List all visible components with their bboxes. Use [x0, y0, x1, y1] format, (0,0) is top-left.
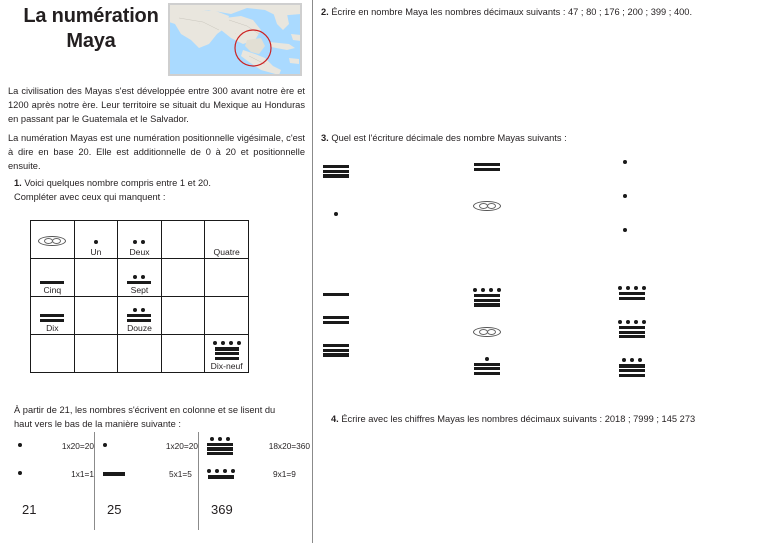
maya-bar-icon: [127, 281, 151, 284]
cell-label: Quatre: [213, 247, 240, 257]
shell-zero-icon: [473, 327, 501, 337]
maya-dot-icon: [133, 275, 137, 279]
maya-digit: [623, 160, 627, 166]
maya-numeral: [38, 236, 66, 246]
maya-numeral: [94, 240, 98, 246]
title-line-1: La numération: [23, 5, 159, 27]
cell-label: Un: [90, 247, 102, 257]
shell-zero-icon: [473, 201, 501, 211]
maya-bars: [323, 344, 349, 357]
cell-glyph: [120, 348, 159, 360]
maya-number[interactable]: [623, 160, 627, 234]
maya-dot-icon: [626, 286, 630, 290]
maya-dots: [623, 194, 627, 198]
maya-number[interactable]: [323, 165, 349, 218]
positional-note-line-1: À partir de 21, les nombres s'écrivent en colonne et se lisent du: [14, 405, 276, 415]
maya-bar-icon: [208, 475, 234, 478]
maya-bar-icon: [619, 335, 645, 338]
maya-digit: [323, 293, 349, 296]
cell-glyph: [207, 272, 246, 284]
cell-glyph: [33, 310, 72, 322]
maya-numeral: [18, 443, 22, 449]
maya-bar-icon: [207, 447, 233, 450]
example-row: [207, 432, 310, 460]
maya-dot-icon: [618, 286, 622, 290]
numbers-table-cell[interactable]: [205, 297, 249, 335]
maya-numeral: [473, 288, 501, 307]
maya-numeral: [207, 437, 233, 456]
maya-dot-icon: [215, 469, 219, 473]
maya-bar-icon: [619, 297, 645, 300]
positional-example: [198, 432, 310, 530]
cell-glyph: [207, 234, 246, 246]
title-line-2: Maya: [66, 30, 116, 52]
cell-label: [77, 361, 116, 371]
cell-label: Dix-neuf: [210, 361, 243, 371]
maya-dot-icon: [133, 240, 137, 244]
maya-digit: [619, 358, 645, 377]
example-total: 369: [211, 502, 233, 517]
maya-dot-icon: [638, 358, 642, 362]
maya-bar-icon: [40, 319, 64, 322]
maya-dot-icon: [623, 228, 627, 232]
maya-numeral: [474, 357, 500, 376]
maya-number[interactable]: [473, 288, 501, 375]
page-title: [6, 4, 176, 54]
maya-bar-icon: [474, 294, 500, 297]
question-3-prompt: [321, 131, 761, 145]
cell-label: [120, 361, 159, 371]
numbers-table-cell[interactable]: [161, 259, 205, 297]
maya-bar-icon: [474, 367, 500, 370]
maya-bar-icon: [40, 281, 64, 284]
maya-dot-icon: [618, 320, 622, 324]
maya-dot-icon: [226, 437, 230, 441]
numbers-table-body: [31, 221, 249, 373]
question-2-prompt: [321, 5, 761, 19]
cell-label: [33, 361, 72, 371]
example-total: 25: [107, 502, 122, 517]
maya-dots: [207, 469, 235, 473]
table-row: [31, 221, 249, 259]
maya-numeral: [619, 358, 645, 377]
maya-dots: [133, 275, 145, 279]
question-1-prompt: [14, 176, 304, 204]
maya-dot-icon: [626, 320, 630, 324]
question-2-text: Écrire en nombre Maya les nombres décimaux suivants : 47 ; 80 ; 176 ; 200 ; 399 ; 400.: [328, 7, 693, 17]
cell-label: Deux: [129, 247, 150, 257]
maya-bars: [323, 165, 349, 178]
cell-label: [164, 361, 203, 371]
question-1-line-2: Compléter avec ceux qui manquent :: [14, 192, 166, 202]
maya-dot-icon: [642, 286, 646, 290]
maya-numeral: [40, 314, 64, 322]
maya-digit: [474, 357, 500, 376]
maya-bars: [208, 475, 234, 478]
maya-digit: [323, 344, 349, 357]
example-row: [18, 432, 94, 460]
maya-number[interactable]: [473, 163, 501, 211]
maya-bars: [127, 314, 151, 322]
table-row: [31, 297, 249, 335]
numbers-table-cell[interactable]: [205, 259, 249, 297]
maya-dots: [213, 341, 241, 345]
maya-digit: [473, 201, 501, 211]
cell-glyph: [164, 272, 203, 284]
numbers-table-cell[interactable]: [118, 221, 162, 259]
cell-glyph: [33, 272, 72, 284]
example-total: 21: [22, 502, 37, 517]
maya-dot-icon: [133, 308, 137, 312]
maya-dot-icon: [141, 240, 145, 244]
maya-dot-icon: [623, 194, 627, 198]
question-2-number: 2.: [321, 7, 329, 17]
maya-bars: [207, 443, 233, 456]
cell-label: [207, 323, 246, 333]
maya-dot-icon: [485, 357, 489, 361]
cell-glyph: [207, 341, 246, 360]
positional-example: [10, 432, 94, 530]
cell-label: Douze: [127, 323, 152, 333]
maya-numeral: [133, 240, 145, 246]
maya-bar-icon: [474, 299, 500, 302]
cell-glyph: [77, 234, 116, 246]
cell-label: [164, 247, 203, 257]
question-4-prompt: [331, 412, 761, 426]
maya-digit: [334, 212, 338, 218]
maya-bar-icon: [323, 174, 349, 177]
maya-dots: [618, 286, 646, 290]
maya-numeral: [103, 472, 125, 475]
maya-numeral: [323, 316, 349, 324]
maya-bar-icon: [40, 314, 64, 317]
positional-note-line-2: haut vers le bas de la manière suivante :: [14, 418, 181, 429]
maya-numeral: [323, 344, 349, 357]
maya-bar-icon: [127, 314, 151, 317]
cell-label: [33, 247, 72, 257]
maya-dot-icon: [231, 469, 235, 473]
numbers-table-cell[interactable]: [31, 221, 75, 259]
maya-bar-icon: [619, 364, 645, 367]
maya-dot-icon: [141, 275, 145, 279]
cell-label: Sept: [130, 285, 149, 295]
maya-dots: [622, 358, 642, 362]
maya-bars: [40, 314, 64, 322]
maya-bar-icon: [619, 292, 645, 295]
maya-dot-icon: [497, 288, 501, 292]
maya-bar-icon: [207, 452, 233, 455]
maya-bars: [103, 472, 125, 475]
cell-glyph: [120, 272, 159, 284]
numbers-table-cell[interactable]: [118, 259, 162, 297]
maya-dots: [18, 471, 22, 475]
maya-dot-icon: [213, 341, 217, 345]
cell-label: [207, 285, 246, 295]
numbers-table[interactable]: [30, 220, 249, 373]
maya-numeral: [18, 471, 22, 477]
numbers-table-cell[interactable]: [118, 335, 162, 373]
example-label: 1x20=20: [61, 441, 94, 451]
example-row: [103, 460, 198, 488]
maya-bar-icon: [619, 326, 645, 329]
numbers-table-cell[interactable]: [161, 221, 205, 259]
maya-digit: [474, 163, 500, 171]
maya-dot-icon: [223, 469, 227, 473]
maya-bar-icon: [619, 374, 645, 377]
maya-bars: [619, 326, 645, 339]
maya-bar-icon: [323, 321, 349, 324]
example-glyph: [207, 437, 259, 456]
shell-zero-icon: [38, 236, 66, 246]
cell-label: [164, 285, 203, 295]
table-row: [31, 335, 249, 373]
maya-dot-icon: [634, 286, 638, 290]
maya-digit: [623, 228, 627, 234]
numbers-table-cell[interactable]: [74, 259, 118, 297]
question-1-line-1: Voici quelques nombre compris entre 1 et 20.: [21, 178, 211, 188]
maya-bars: [323, 316, 349, 324]
maya-dot-icon: [473, 288, 477, 292]
example-glyph: [103, 443, 156, 449]
maya-bar-icon: [323, 344, 349, 347]
maya-numeral: [623, 194, 627, 200]
maya-bars: [619, 364, 645, 377]
maya-digit: [473, 327, 501, 337]
question-3-number: 3.: [321, 133, 329, 143]
maya-numeral: [473, 327, 501, 337]
maya-dots: [94, 240, 98, 244]
cell-label: [164, 323, 203, 333]
maya-dots: [485, 357, 489, 361]
maya-dots: [334, 212, 338, 216]
intro-paragraph-2: La numération Mayas est une numération positionnelle vigésimale, c'est à dire en base 20. Elle est additionnelle de 0 à 20 et positionnelle ensuite.: [8, 133, 305, 172]
maya-dots: [210, 437, 230, 441]
maya-dot-icon: [489, 288, 493, 292]
maya-dot-icon: [622, 358, 626, 362]
maya-numeral: [127, 275, 151, 284]
maya-dots: [133, 240, 145, 244]
maya-dot-icon: [103, 443, 107, 447]
numbers-table-cell[interactable]: [205, 221, 249, 259]
maya-bar-icon: [207, 443, 233, 446]
question-3-text: Quel est l'écriture décimale des nombre Mayas suivants :: [328, 133, 567, 143]
intro-paragraph-1: La civilisation des Mayas s'est développée entre 300 avant notre ère et 1200 après notre ère. Leur territoire se situait du Mexique au Honduras en passant par le Guatemala et le Salvador.: [8, 86, 305, 125]
maya-bar-icon: [474, 163, 500, 166]
example-row: [207, 460, 310, 488]
right-column: [313, 0, 768, 543]
maya-bar-icon: [474, 303, 500, 306]
numbers-table-cell[interactable]: [118, 297, 162, 335]
cell-glyph: [77, 348, 116, 360]
maya-numeral: [213, 341, 241, 360]
map-image: [168, 3, 302, 76]
maya-bar-icon: [323, 293, 349, 296]
maya-dot-icon: [334, 212, 338, 216]
question-1-number: 1.: [14, 178, 22, 188]
maya-dot-icon: [207, 469, 211, 473]
maya-bars: [40, 281, 64, 284]
cell-glyph: [77, 310, 116, 322]
maya-dot-icon: [634, 320, 638, 324]
numbers-table-cell[interactable]: [161, 297, 205, 335]
example-glyph: [207, 469, 263, 478]
maya-bar-icon: [323, 316, 349, 319]
example-glyph: [18, 471, 61, 477]
cell-glyph: [164, 234, 203, 246]
numbers-table-cell[interactable]: [161, 335, 205, 373]
maya-dots: [133, 308, 145, 312]
maya-bar-icon: [323, 353, 349, 356]
maya-digit: [473, 288, 501, 307]
maya-bar-icon: [215, 357, 239, 360]
maya-digit: [618, 286, 646, 300]
cell-glyph: [33, 348, 72, 360]
maya-dot-icon: [481, 288, 485, 292]
cell-glyph: [77, 272, 116, 284]
maya-dot-icon: [94, 240, 98, 244]
cell-glyph: [164, 348, 203, 360]
maya-numeral: [323, 165, 349, 178]
maya-dot-icon: [18, 471, 22, 475]
maya-numeral: [473, 201, 501, 211]
maya-bars: [474, 163, 500, 171]
cell-glyph: [207, 310, 246, 322]
cell-glyph: [33, 234, 72, 246]
example-label: 1x20=20: [165, 441, 198, 451]
maya-bars: [474, 294, 500, 307]
maya-bar-icon: [127, 319, 151, 322]
maya-bar-icon: [619, 331, 645, 334]
map-graphic: [169, 4, 301, 75]
question-4-text: Écrire avec les chiffres Mayas les nombres décimaux suivants : 2018 ; 7999 ; 145 273: [338, 414, 696, 424]
maya-dots: [473, 288, 501, 292]
positional-note: [14, 404, 306, 431]
numbers-table-cell[interactable]: [74, 335, 118, 373]
maya-bar-icon: [323, 349, 349, 352]
maya-numeral: [103, 443, 107, 449]
maya-bar-icon: [215, 352, 239, 355]
maya-dot-icon: [218, 437, 222, 441]
maya-dot-icon: [237, 341, 241, 345]
maya-dot-icon: [18, 443, 22, 447]
maya-numeral: [127, 308, 151, 322]
maya-digit: [323, 165, 349, 178]
numbers-table-cell[interactable]: [205, 335, 249, 373]
maya-numeral: [334, 212, 338, 218]
maya-dots: [623, 160, 627, 164]
maya-dot-icon: [229, 341, 233, 345]
maya-bar-icon: [619, 369, 645, 372]
maya-bars: [474, 363, 500, 376]
numbers-table-cell[interactable]: [31, 259, 75, 297]
cell-glyph: [120, 234, 159, 246]
positional-examples: [10, 432, 310, 530]
numbers-table-cell[interactable]: [31, 297, 75, 335]
maya-bar-icon: [474, 363, 500, 366]
maya-dots: [618, 320, 646, 324]
maya-numeral: [618, 286, 646, 300]
maya-bars: [127, 281, 151, 284]
cell-label: [77, 285, 116, 295]
cell-label: [77, 323, 116, 333]
maya-dot-icon: [623, 160, 627, 164]
maya-bars: [215, 347, 239, 360]
cell-label: Dix: [46, 323, 59, 333]
numbers-table-cell[interactable]: [31, 335, 75, 373]
maya-bars: [619, 292, 645, 300]
cell-glyph: [120, 308, 159, 322]
cell-label: Cinq: [43, 285, 62, 295]
table-row: [31, 259, 249, 297]
left-column: [0, 0, 313, 543]
maya-dot-icon: [642, 320, 646, 324]
example-glyph: [103, 472, 159, 475]
example-row: [18, 460, 94, 488]
maya-numeral: [323, 293, 349, 296]
maya-bar-icon: [103, 472, 125, 475]
maya-digit: [618, 320, 646, 339]
maya-number[interactable]: [618, 286, 646, 377]
maya-dot-icon: [221, 341, 225, 345]
svg-text:.: .: [199, 22, 200, 25]
svg-text:.: .: [235, 32, 236, 35]
maya-dot-icon: [210, 437, 214, 441]
maya-dots: [18, 443, 22, 447]
example-glyph: [18, 443, 52, 449]
maya-dot-icon: [141, 308, 145, 312]
maya-dot-icon: [630, 358, 634, 362]
maya-numeral: [623, 160, 627, 166]
maya-bars: [323, 293, 349, 296]
maya-bar-icon: [474, 168, 500, 171]
maya-numeral: [623, 228, 627, 234]
maya-numeral: [474, 163, 500, 171]
example-label: 9x1=9: [273, 469, 296, 479]
example-label: 5x1=5: [169, 469, 192, 479]
question-4-number: 4.: [331, 414, 339, 424]
maya-numeral: [207, 469, 235, 478]
maya-dots: [623, 228, 627, 232]
maya-bar-icon: [323, 165, 349, 168]
numbers-table-cell[interactable]: [74, 297, 118, 335]
numbers-table-cell[interactable]: [74, 221, 118, 259]
positional-example: [94, 432, 198, 530]
example-label: 18x20=360: [268, 441, 310, 451]
maya-digit: [323, 316, 349, 324]
maya-number[interactable]: [323, 293, 349, 357]
cell-glyph: [164, 310, 203, 322]
maya-numeral: [618, 320, 646, 339]
maya-bar-icon: [323, 170, 349, 173]
maya-bar-icon: [474, 372, 500, 375]
maya-bar-icon: [215, 347, 239, 350]
maya-digit: [623, 194, 627, 200]
example-row: [103, 432, 198, 460]
maya-numeral: [40, 281, 64, 284]
example-label: 1x1=1: [71, 469, 94, 479]
maya-dots: [103, 443, 107, 447]
